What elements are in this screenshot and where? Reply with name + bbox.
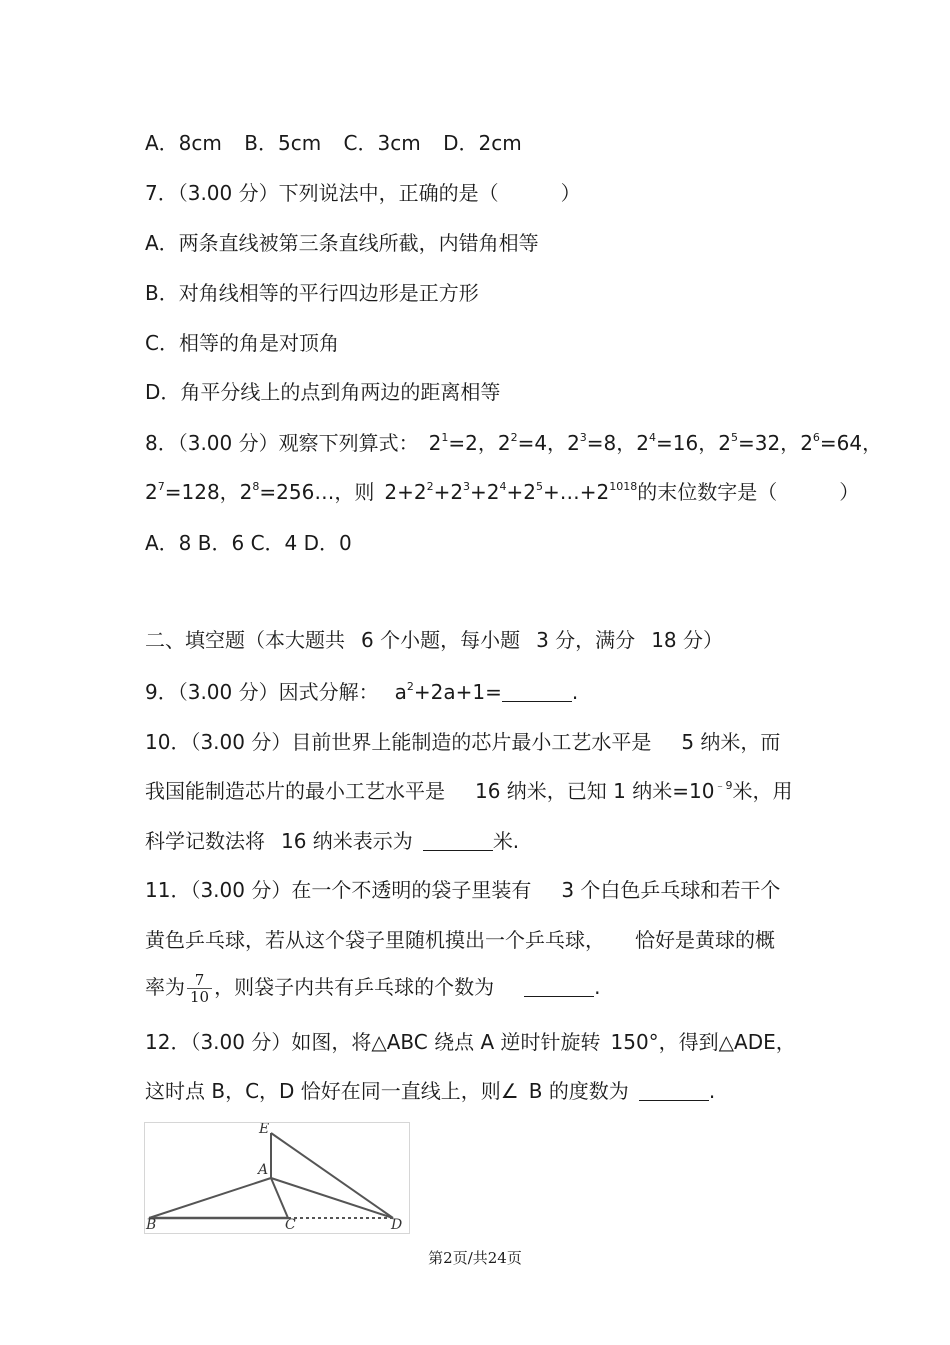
section-title: 二、填空题（本大题共 (145, 628, 345, 652)
sum-plus: +2 (506, 480, 537, 504)
fraction-numerator: 7 (194, 971, 205, 989)
exponent: 8 (252, 480, 260, 493)
answer-blank[interactable] (524, 978, 594, 997)
q10-text: 16 纳米，已知 1 纳米=10 (475, 779, 715, 803)
power-value: =32， (737, 431, 801, 455)
q6-options (145, 131, 522, 155)
exponent: 2 (510, 431, 518, 444)
q10-line1 (145, 730, 780, 754)
fraction-denominator: 10 (190, 988, 210, 1006)
power-value: =128， (164, 480, 240, 504)
q8-stem-line2 (145, 480, 859, 504)
exponent: 2 (426, 480, 434, 493)
q11-text: 率为 (145, 975, 185, 999)
q7-option-a: A．两条直线被第三条直线所截，内错角相等 (145, 231, 539, 255)
q10-text: 米. (492, 829, 520, 853)
section-total: 18 分） (651, 628, 723, 652)
q7-stem-text: 7．（3.00 分）下列说法中，正确的是（ (145, 181, 499, 205)
q11-line2 (145, 928, 775, 952)
section-count: 6 个小题，每小题 (361, 628, 521, 652)
q12-text: B 的度数为 (528, 1079, 629, 1103)
q11-line1 (145, 878, 780, 902)
q9-expression: +2a+1= (413, 680, 502, 704)
q10-text: 科学记数法将 (145, 829, 265, 853)
exponent: 7 (157, 480, 165, 493)
section-heading (145, 628, 723, 652)
q10-text: 5 纳米，而 (681, 730, 781, 754)
power-base: 2 (567, 431, 580, 455)
q12-period: . (708, 1079, 716, 1103)
power-value: =8， (586, 431, 637, 455)
sum-plus: +2 (470, 480, 500, 504)
fraction (187, 972, 212, 1005)
q12-line2 (145, 1079, 715, 1103)
q9-lead: 9．（3.00 分）因式分解： (145, 680, 379, 704)
q9-var: a (394, 680, 407, 704)
segment-ed (271, 1133, 393, 1218)
sum-plus: +2 (433, 480, 464, 504)
segment-ad (271, 1178, 393, 1218)
q11-text: 恰好是黄球的概 (635, 928, 775, 952)
q6-option-c: C．3cm (343, 131, 421, 155)
q12-text: 12．（3.00 分）如图，将△ABC 绕点 A 逆时针旋转 (145, 1030, 601, 1054)
power-base: 2 (428, 431, 442, 455)
answer-blank[interactable] (423, 832, 493, 851)
q12-text: 150°，得到△ADE， (610, 1030, 796, 1054)
exponent: 4 (649, 431, 657, 444)
power-value: =64， (819, 431, 883, 455)
q7-stem (145, 181, 581, 205)
q10-text: 16 纳米表示为 (281, 829, 413, 853)
triangle-rotation-diagram (145, 1123, 409, 1233)
power-base: 2 (800, 431, 813, 455)
q11-text: ，则袋子内共有乒乓球的个数为 (214, 975, 495, 999)
q11-line3 (145, 972, 600, 1005)
answer-blank[interactable] (502, 683, 572, 702)
exponent: 1 (441, 431, 449, 444)
q8-stem-line1 (145, 431, 882, 455)
q8-options: A．8 B．6 C．4 D．0 (145, 531, 352, 555)
power-base: 2 (497, 431, 511, 455)
power-base: 2 (239, 480, 253, 504)
q7-option-d: D．角平分线上的点到角两边的距离相等 (145, 380, 501, 404)
q8-tail: 的末位数字是（ (637, 480, 778, 504)
power-value: =2， (448, 431, 498, 455)
q11-text: 3 个白色乒乓球和若干个 (561, 878, 781, 902)
exponent: 5 (536, 480, 544, 493)
exponent: 2 (406, 680, 414, 693)
q10-text: 我国能制造芯片的最小工艺水平是 (145, 779, 445, 803)
page-footer: 第2页/共24页 (428, 1249, 522, 1267)
q6-option-d: D．2cm (443, 131, 522, 155)
sum-start: 2+2 (384, 480, 427, 504)
segment-ab (149, 1178, 271, 1218)
label-a: A (258, 1162, 269, 1178)
q12-line1 (145, 1030, 796, 1054)
exponent: 3 (579, 431, 587, 444)
sum-dots: +…+2 (543, 480, 610, 504)
q9-period: . (571, 680, 579, 704)
q10-text: 米，用 (732, 779, 793, 803)
label-d: D (391, 1217, 403, 1233)
q11-text: 11．（3.00 分）在一个不透明的袋子里装有 (145, 878, 532, 902)
answer-blank[interactable] (639, 1082, 709, 1101)
exponent: 4 (499, 480, 507, 493)
q8-lead: 8．（3.00 分）观察下列算式： (145, 431, 419, 455)
q11-period: . (594, 975, 601, 999)
exponent: 5 (730, 431, 738, 444)
q10-text: 10．（3.00 分）目前世界上能制造的芯片最小工艺水平是 (145, 730, 652, 754)
label-e: E (259, 1123, 270, 1137)
section-score: 3 分，满分 (536, 628, 636, 652)
q9 (145, 680, 578, 704)
q12-text: 这时点 B，C，D 恰好在同一直线上，则∠ (145, 1079, 519, 1103)
q11-text: 黄色乒乓球，若从这个袋子里随机摸出一个乒乓球， (145, 928, 605, 952)
exponent: 3 (463, 480, 471, 493)
power-base: 2 (636, 431, 650, 455)
q6-option-a: A．8cm (145, 131, 222, 155)
power-value: =16， (656, 431, 719, 455)
label-b: B (146, 1217, 157, 1233)
power-base: 2 (718, 431, 731, 455)
exponent: 6 (812, 431, 820, 444)
q6-option-b: B．5cm (244, 131, 322, 155)
geometry-figure (144, 1122, 410, 1234)
exponent: 1018 (609, 480, 638, 493)
q7-option-b: B．对角线相等的平行四边形是正方形 (145, 281, 479, 305)
q10-line3 (145, 829, 519, 853)
q7-close-paren: ） (560, 181, 581, 205)
segment-ac (271, 1178, 288, 1218)
exponent: ﹣9 (714, 779, 733, 792)
power-value: =256…，则 (259, 480, 375, 504)
power-base: 2 (145, 480, 158, 504)
label-c: C (285, 1217, 296, 1233)
q10-line2 (145, 779, 792, 803)
q8-close-paren: ） (839, 480, 860, 504)
power-value: =4， (517, 431, 568, 455)
q7-option-c: C．相等的角是对顶角 (145, 331, 339, 355)
